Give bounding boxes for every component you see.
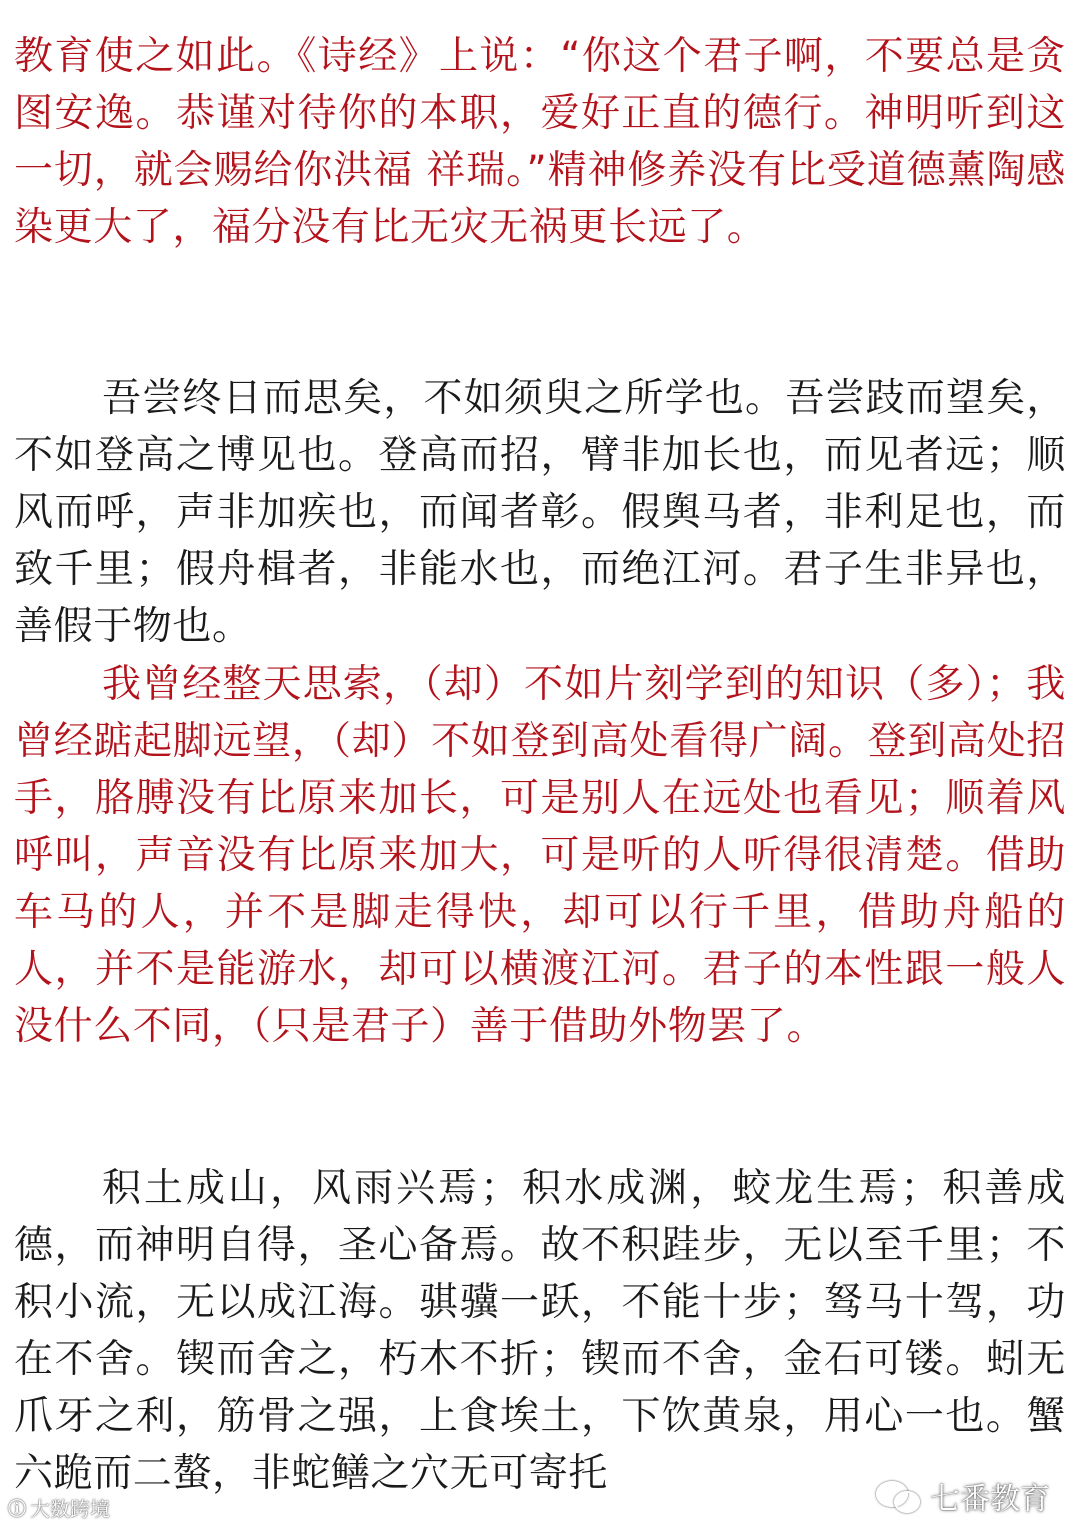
translation-paragraph: 我曾经整天思索，（却）不如片刻学到的知识（多）；我曾经踮起脚远望，（却）不如登到高处看得广阔。登到高处招手，胳膊没有比原来加长，可是别人在远处也看见；顺着风呼叫，声音没有比原来加大，可是听的人听得很清楚。借助车马的人，并不是脚走得快，却可以行千里，借助舟船的人，并不是能游水，却可以横渡江河。君子的本性跟一般人没什么不同，（只是君子）善于借助外物罢了。 — [14, 662, 1066, 1049]
wechat-watermark — [876, 1474, 1050, 1518]
watermark-left-text: 大数跨境 — [30, 1497, 110, 1521]
translation-paragraph: 教育使之如此。《诗经》上说：“你这个君子啊，不要总是贪图安逸。恭谨对待你的本职，爱好正直的德行。神明听到这一切，就会赐给你洪福 祥瑞。”精神修养没有比受道德薰陶感染更大了，福分没有比无灾无祸更长远了。 — [14, 34, 1066, 250]
watermark-logo-icon: ⓘ — [8, 1498, 26, 1520]
wechat-icon — [876, 1479, 922, 1513]
source-watermark — [8, 1493, 110, 1522]
original-text-paragraph: 吾尝终日而思矣，不如须臾之所学也。吾尝跂而望矣，不如登高之博见也。登高而招，臂非加长也，而见者远；顺风而呼，声非加疾也，而闻者彰。假舆马者，非利足也，而致千里；假舟楫者，非能水也，而绝江河。君子生非异也，善假于物也。 — [14, 376, 1066, 649]
original-text-paragraph: 积土成山，风雨兴焉；积水成渊，蛟龙生焉；积善成德，而神明自得，圣心备焉。故不积跬步，无以至千里；不积小流，无以成江海。骐骥一跃，不能十步；驽马十驾，功在不舍。锲而舍之，朽木不折；锲而不舍，金石可镂。蚓无爪牙之利，筋骨之强，上食埃土，下饮黄泉，用心一也。蟹六跪而二螯，非蛇鳝之穴无可寄托 — [14, 1166, 1066, 1496]
watermark-right-text: 七番教育 — [930, 1482, 1050, 1517]
